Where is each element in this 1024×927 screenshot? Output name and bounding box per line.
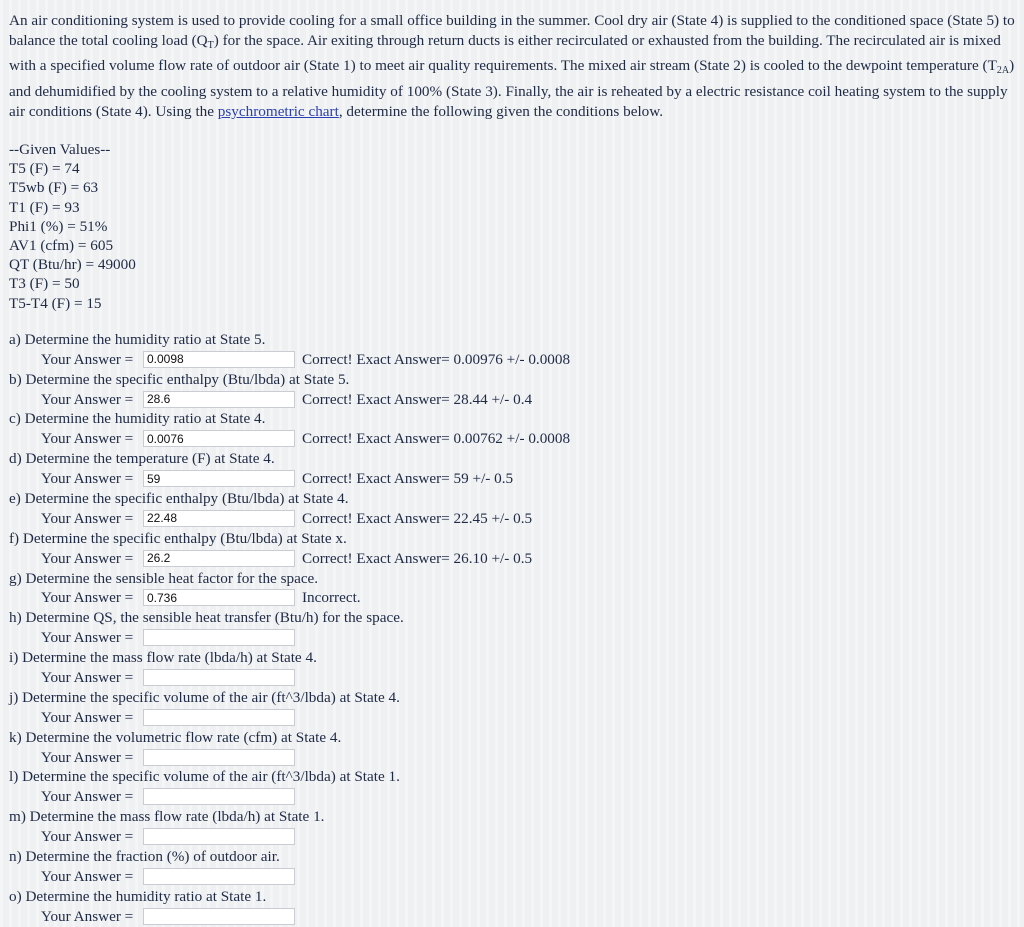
intro-text-1: An air conditioning system is used to provide cooling for a small office building in the summer. Cool dry air (State 4) is supplied to the conditioned space (State 5) to balance the total cooling load (Q (9, 12, 1015, 50)
question-text: d) Determine the temperature (F) at State 4. (9, 450, 275, 468)
given-value: T5-T4 (F) = 15 (9, 294, 102, 312)
answer-row (9, 867, 1018, 887)
question-text: f) Determine the specific enthalpy (Btu/lbda) at State x. (9, 529, 347, 547)
answer-input[interactable] (143, 351, 295, 368)
given-value: QT (Btu/hr) = 49000 (9, 256, 136, 274)
answer-feedback: Correct! Exact Answer= 0.00762 +/- 0.0008 (302, 430, 571, 448)
answer-row (9, 350, 1018, 370)
given-value: AV1 (cfm) = 605 (9, 237, 114, 255)
answer-label: Your Answer = (41, 549, 134, 567)
answer-input[interactable] (143, 868, 295, 885)
answer-row (9, 588, 1018, 608)
answer-label: Your Answer = (41, 629, 134, 647)
question-text: i) Determine the mass flow rate (lbda/h) at State 4. (9, 649, 317, 667)
answer-input[interactable] (143, 550, 295, 567)
answer-row (9, 787, 1018, 807)
question-text: a) Determine the humidity ratio at State 5. (9, 330, 266, 348)
question-text: o) Determine the humidity ratio at State 1. (9, 887, 267, 905)
answer-input[interactable] (143, 629, 295, 646)
subscript-2a: 2A (996, 65, 1010, 77)
answer-row (9, 827, 1018, 847)
given-value: T5wb (F) = 63 (9, 179, 99, 197)
answer-label: Your Answer = (41, 867, 134, 885)
answer-row (9, 390, 1018, 410)
answer-row (9, 907, 1018, 927)
answer-row (9, 748, 1018, 768)
answer-label: Your Answer = (41, 788, 134, 806)
answer-row (9, 668, 1018, 688)
psychrometric-chart-link[interactable]: psychrometric chart (217, 102, 339, 120)
answer-input[interactable] (143, 828, 295, 845)
intro-text-2: ) for the space. Air exiting through return ducts is either recirculated or exhausted from the building. The recirculated air is mixed with a specified volume flow rate of outdoor air (State 1) to meet air quality requirements. The mixed air stream (State 2) is cooled to the dewpoint temperature (T (9, 32, 1001, 75)
answer-row (9, 549, 1018, 569)
answer-label: Your Answer = (41, 748, 134, 766)
question-text: e) Determine the specific enthalpy (Btu/lbda) at State 4. (9, 489, 349, 507)
answer-feedback: Incorrect. (302, 589, 361, 607)
answer-input[interactable] (143, 669, 295, 686)
question-text: b) Determine the specific enthalpy (Btu/lbda) at State 5. (9, 370, 350, 388)
answer-input[interactable] (143, 709, 295, 726)
answer-input[interactable] (143, 391, 295, 408)
answer-input[interactable] (143, 470, 295, 487)
given-value: T5 (F) = 74 (9, 160, 80, 178)
question-text: j) Determine the specific volume of the air (ft^3/lbda) at State 4. (9, 688, 400, 706)
answer-label: Your Answer = (41, 390, 134, 408)
answer-row (9, 429, 1018, 449)
subscript-t: T (207, 40, 214, 52)
question-text: m) Determine the mass flow rate (lbda/h) at State 1. (9, 808, 325, 826)
answer-row (9, 509, 1018, 529)
answer-input[interactable] (143, 589, 295, 606)
question-text: h) Determine QS, the sensible heat transfer (Btu/h) for the space. (9, 609, 404, 627)
answer-input[interactable] (143, 510, 295, 527)
answer-label: Your Answer = (41, 828, 134, 846)
question-list (9, 330, 1018, 927)
answer-label: Your Answer = (41, 668, 134, 686)
answer-feedback: Correct! Exact Answer= 22.45 +/- 0.5 (302, 509, 533, 527)
answer-feedback: Correct! Exact Answer= 0.00976 +/- 0.0008 (302, 350, 571, 368)
answer-label: Your Answer = (41, 509, 134, 527)
answer-label: Your Answer = (41, 350, 134, 368)
answer-feedback: Correct! Exact Answer= 59 +/- 0.5 (302, 470, 514, 488)
question-text: c) Determine the humidity ratio at State 4. (9, 410, 266, 428)
problem-statement (9, 11, 1019, 122)
answer-feedback: Correct! Exact Answer= 28.44 +/- 0.4 (302, 390, 533, 408)
question-text: g) Determine the sensible heat factor for the space. (9, 569, 319, 587)
given-values (9, 140, 1018, 313)
answer-row (9, 469, 1018, 489)
given-value: T1 (F) = 93 (9, 198, 80, 216)
answer-feedback: Correct! Exact Answer= 26.10 +/- 0.5 (302, 549, 533, 567)
answer-input[interactable] (143, 908, 295, 925)
intro-text-4: , determine the following given the conditions below. (338, 102, 664, 120)
question-text: l) Determine the specific volume of the air (ft^3/lbda) at State 1. (9, 768, 400, 786)
answer-label: Your Answer = (41, 470, 134, 488)
answer-label: Your Answer = (41, 430, 134, 448)
answer-label: Your Answer = (41, 907, 134, 925)
answer-label: Your Answer = (41, 708, 134, 726)
given-values-header: --Given Values-- (9, 141, 111, 159)
answer-input[interactable] (143, 430, 295, 447)
answer-row (9, 628, 1018, 648)
question-text: k) Determine the volumetric flow rate (cfm) at State 4. (9, 728, 342, 746)
given-value: T3 (F) = 50 (9, 275, 80, 293)
answer-row (9, 708, 1018, 728)
question-text: n) Determine the fraction (%) of outdoor air. (9, 848, 280, 865)
answer-input[interactable] (143, 788, 295, 805)
answer-label: Your Answer = (41, 589, 134, 607)
given-value: Phi1 (%) = 51% (9, 217, 108, 235)
answer-input[interactable] (143, 749, 295, 766)
intro-text-3: ) and dehumidified by the cooling system to a relative humidity of 100% (State 3). Finally, the air is reheated by a electric resistance coil heating system to the supply air conditions (State 4). Using the (9, 57, 1015, 120)
